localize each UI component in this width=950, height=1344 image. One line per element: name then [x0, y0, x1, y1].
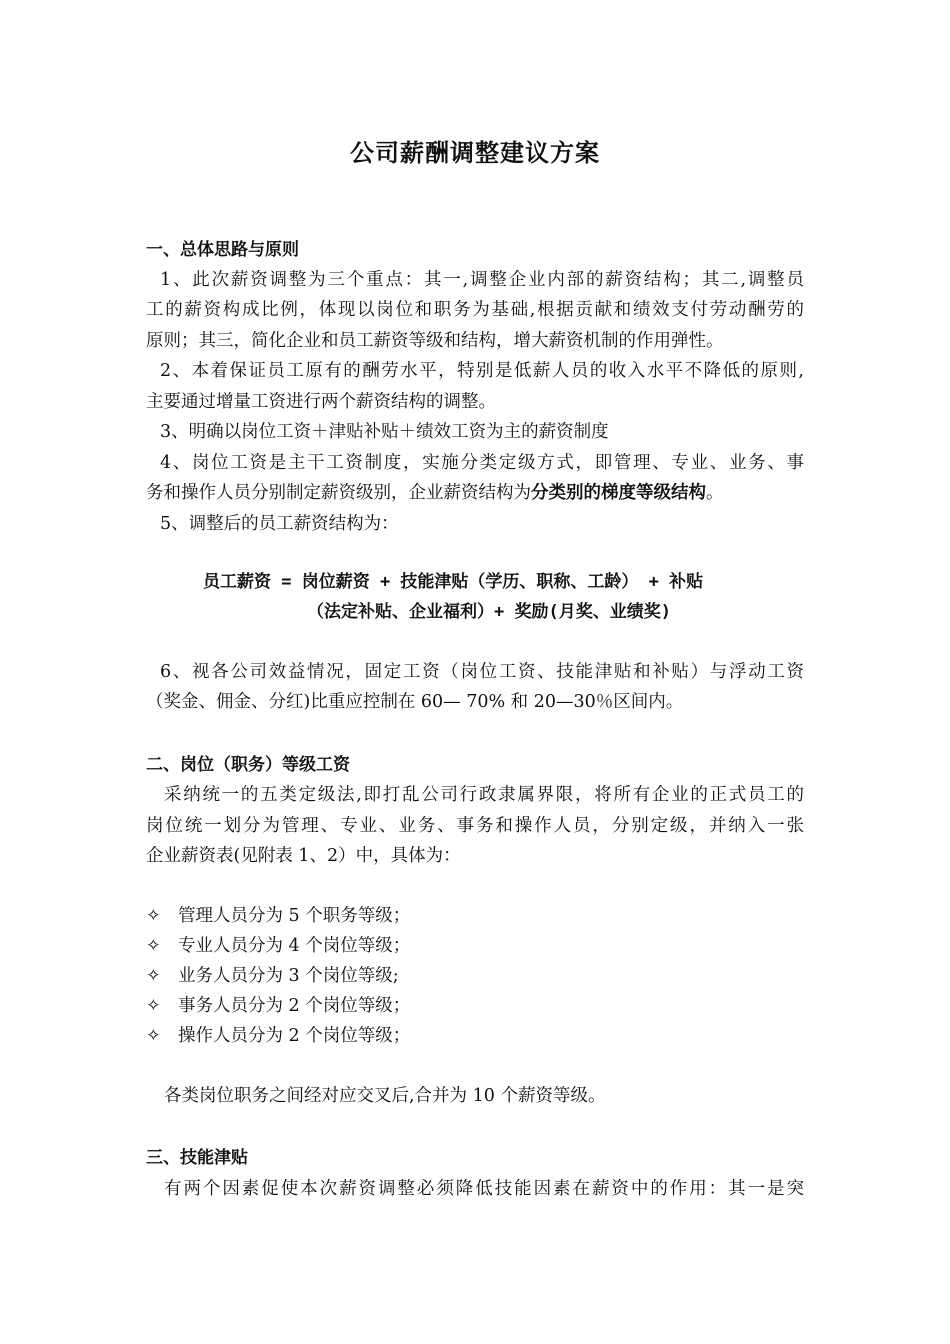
diamond-bullet-icon: ✧	[146, 1026, 161, 1046]
paragraph-1-line-3: 原则；其三，简化企业和员工薪资等级和结构，增大薪资机制的作用弹性。	[146, 331, 724, 351]
paragraph-4-end: 。	[706, 483, 724, 503]
section-2-heading: 二、岗位（职务）等级工资	[146, 755, 350, 775]
section-1-heading: 一、总体思路与原则	[146, 240, 299, 260]
list-item	[146, 964, 399, 988]
diamond-bullet-icon: ✧	[146, 966, 161, 986]
paragraph-6-line-1: 6、视各公司效益情况，固定工资（岗位工资、技能津贴和补贴）与浮动工资	[160, 662, 804, 682]
list-item	[146, 934, 410, 958]
paragraph-2-line-2: 主要通过增量工资进行两个薪资结构的调整。	[146, 392, 496, 412]
section-2-line-3: 企业薪资表(见附表 1、2）中，具体为：	[146, 846, 461, 866]
list-item-text: 操作人员分为 2 个岗位等级；	[178, 1026, 411, 1046]
page-title: 公司薪酬调整建议方案	[350, 138, 600, 167]
list-item-text: 业务人员分为 3 个岗位等级;	[178, 966, 399, 986]
list-item-text: 管理人员分为 5 个职务等级；	[178, 906, 411, 926]
paragraph-4-text: 务和操作人员分别制定薪资级别，企业薪资结构为	[146, 483, 531, 503]
section-2-summary: 各类岗位职务之间经对应交叉后,合并为 10 个薪资等级。	[164, 1086, 606, 1106]
formula-line-1: 员工薪资 = 岗位薪资 + 技能津贴（学历、职称、工龄） + 补贴	[203, 572, 704, 592]
paragraph-6-line-2: （奖金、佣金、分红)比重应控制在 60— 70% 和 20—30％区间内。	[146, 692, 684, 712]
paragraph-1-line-2: 工的薪资构成比例，体现以岗位和职务为基础,根据贡献和绩效支付劳动酬劳的	[146, 300, 804, 320]
list-item	[146, 994, 410, 1018]
paragraph-5: 5、调整后的员工薪资结构为：	[160, 514, 399, 534]
paragraph-3: 3、明确以岗位工资＋津贴补贴＋绩效工资为主的薪资制度	[160, 422, 609, 442]
paragraph-4-line-1: 4、岗位工资是主干工资制度，实施分类定级方式，即管理、专业、业务、事	[160, 453, 804, 473]
list-item-text: 事务人员分为 2 个岗位等级；	[178, 996, 411, 1016]
section-3-heading: 三、技能津贴	[146, 1148, 248, 1168]
list-item	[146, 904, 410, 928]
section-2-line-2: 岗位统一划分为管理、专业、业务、事务和操作人员，分别定级，并纳入一张	[146, 816, 804, 836]
paragraph-1-line-1: 1、此次薪资调整为三个重点：其一,调整企业内部的薪资结构；其二,调整员	[160, 270, 804, 290]
section-2-line-1: 采纳统一的五类定级法,即打乱公司行政隶属界限，将所有企业的正式员工的	[164, 785, 804, 805]
diamond-bullet-icon: ✧	[146, 936, 161, 956]
paragraph-4-emphasis: 分类别的梯度等级结构	[531, 483, 706, 503]
diamond-bullet-icon: ✧	[146, 996, 161, 1016]
paragraph-4-line-2	[146, 481, 724, 505]
paragraph-2-line-1: 2、本着保证员工原有的酬劳水平，特别是低薪人员的收入水平不降低的原则,	[160, 361, 804, 381]
section-3-line-1: 有两个因素促使本次薪资调整必须降低技能因素在薪资中的作用：其一是突	[164, 1179, 804, 1199]
list-item	[146, 1024, 410, 1048]
diamond-bullet-icon: ✧	[146, 906, 161, 926]
formula-line-2: （法定补贴、企业福利）+ 奖励(月奖、业绩奖)	[307, 602, 671, 622]
list-item-text: 专业人员分为 4 个岗位等级；	[178, 936, 411, 956]
